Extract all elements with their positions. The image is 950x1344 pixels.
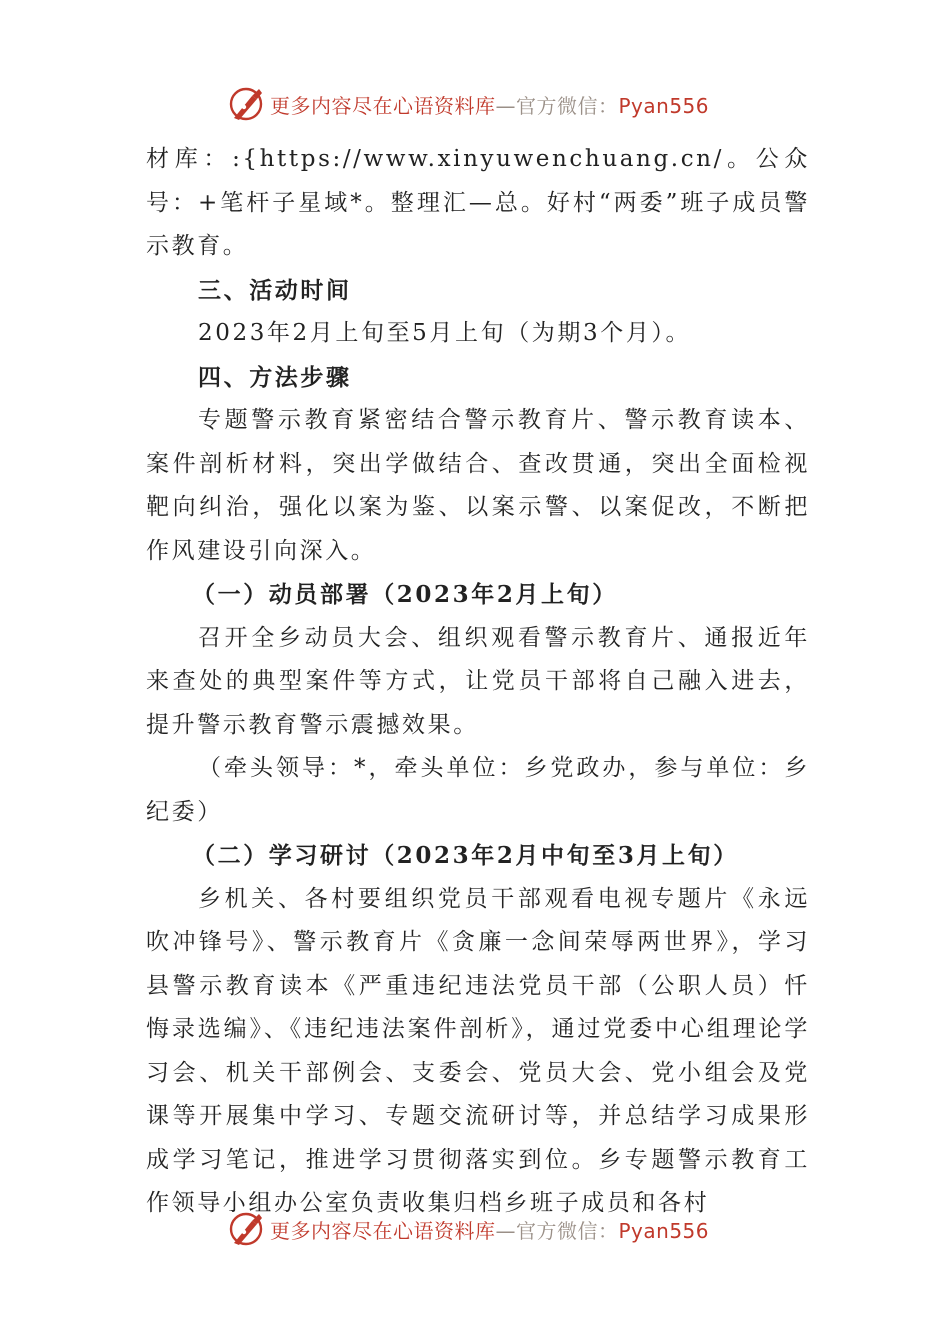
- heading-method-steps: 四、方法步骤: [198, 363, 352, 391]
- paragraph-method: 专题警示教育紧密结合警示教育片、警示教育读本、案件剖析材料，突出学做结合、查改贯通，突出全面检视靶向纠治，强化以案为鉴、以案示警、以案促改，不断把作风建设引向深入。: [146, 407, 810, 564]
- paragraph-study-discussion: 乡机关、各村要组织党员干部观看电视专题片《永远吹冲锋号》、警示教育片《贪廉一念间荣辱两世界》，学习县警示教育读本《严重违纪违法党员干部（公职人员）忏悔录选编》、《违纪违法案件剖析》，通过党委中心组理论学习会、机关干部例会、支委会、党员大会、党小组会及党课等开展集中学习、专题交流研讨等，并总结学习成果形成学习笔记，推进学习贯彻落实到位。乡专题警示教育工作领导小组办公室负责收集归档乡班子成员和各村: [146, 885, 810, 1216]
- footer-banner: [226, 1207, 746, 1251]
- paragraph-activity-time: 2023年2月上旬至5月上旬（为期3个月）。: [198, 320, 692, 346]
- paragraph-source-note: 材库：:{https://www.xinyuwenchuang.cn/。公众号：+笔杆子星域*。整理汇—总。好村“两委”班子成员警示教育。: [146, 146, 810, 259]
- paragraph-mobilization: 召开全乡动员大会、组织观看警示教育片、通报近年来查处的典型案件等方式，让党员干部将自己融入进去，提升警示教育警示震撼效果。: [146, 624, 810, 738]
- pen-nib-logo-icon: [226, 84, 266, 124]
- document-body: [146, 138, 810, 1226]
- banner-main-text: 更多内容尽在心语资料库: [270, 93, 496, 118]
- header-banner: [226, 82, 746, 126]
- banner-secondary-text: 官方微信：: [516, 1218, 619, 1243]
- heading-mobilization: （一）动员部署（2023年2月上旬）: [192, 581, 618, 608]
- heading-activity-time: 三、活动时间: [198, 276, 352, 304]
- paragraph-mobilization-lead: （牵头领导：*，牵头单位：乡党政办，参与单位：乡纪委）: [146, 755, 810, 825]
- pen-nib-logo-icon: [226, 1209, 266, 1249]
- banner-wechat-id: Pyan556: [618, 1218, 710, 1243]
- banner-main-text: 更多内容尽在心语资料库: [270, 1218, 496, 1243]
- banner-dash: —: [495, 1218, 516, 1243]
- heading-study-discussion: （二）学习研讨（2023年2月中旬至3月上旬）: [192, 842, 739, 869]
- banner-secondary-text: 官方微信：: [516, 93, 619, 118]
- banner-wechat-id: Pyan556: [618, 93, 710, 118]
- banner-dash: —: [495, 93, 516, 118]
